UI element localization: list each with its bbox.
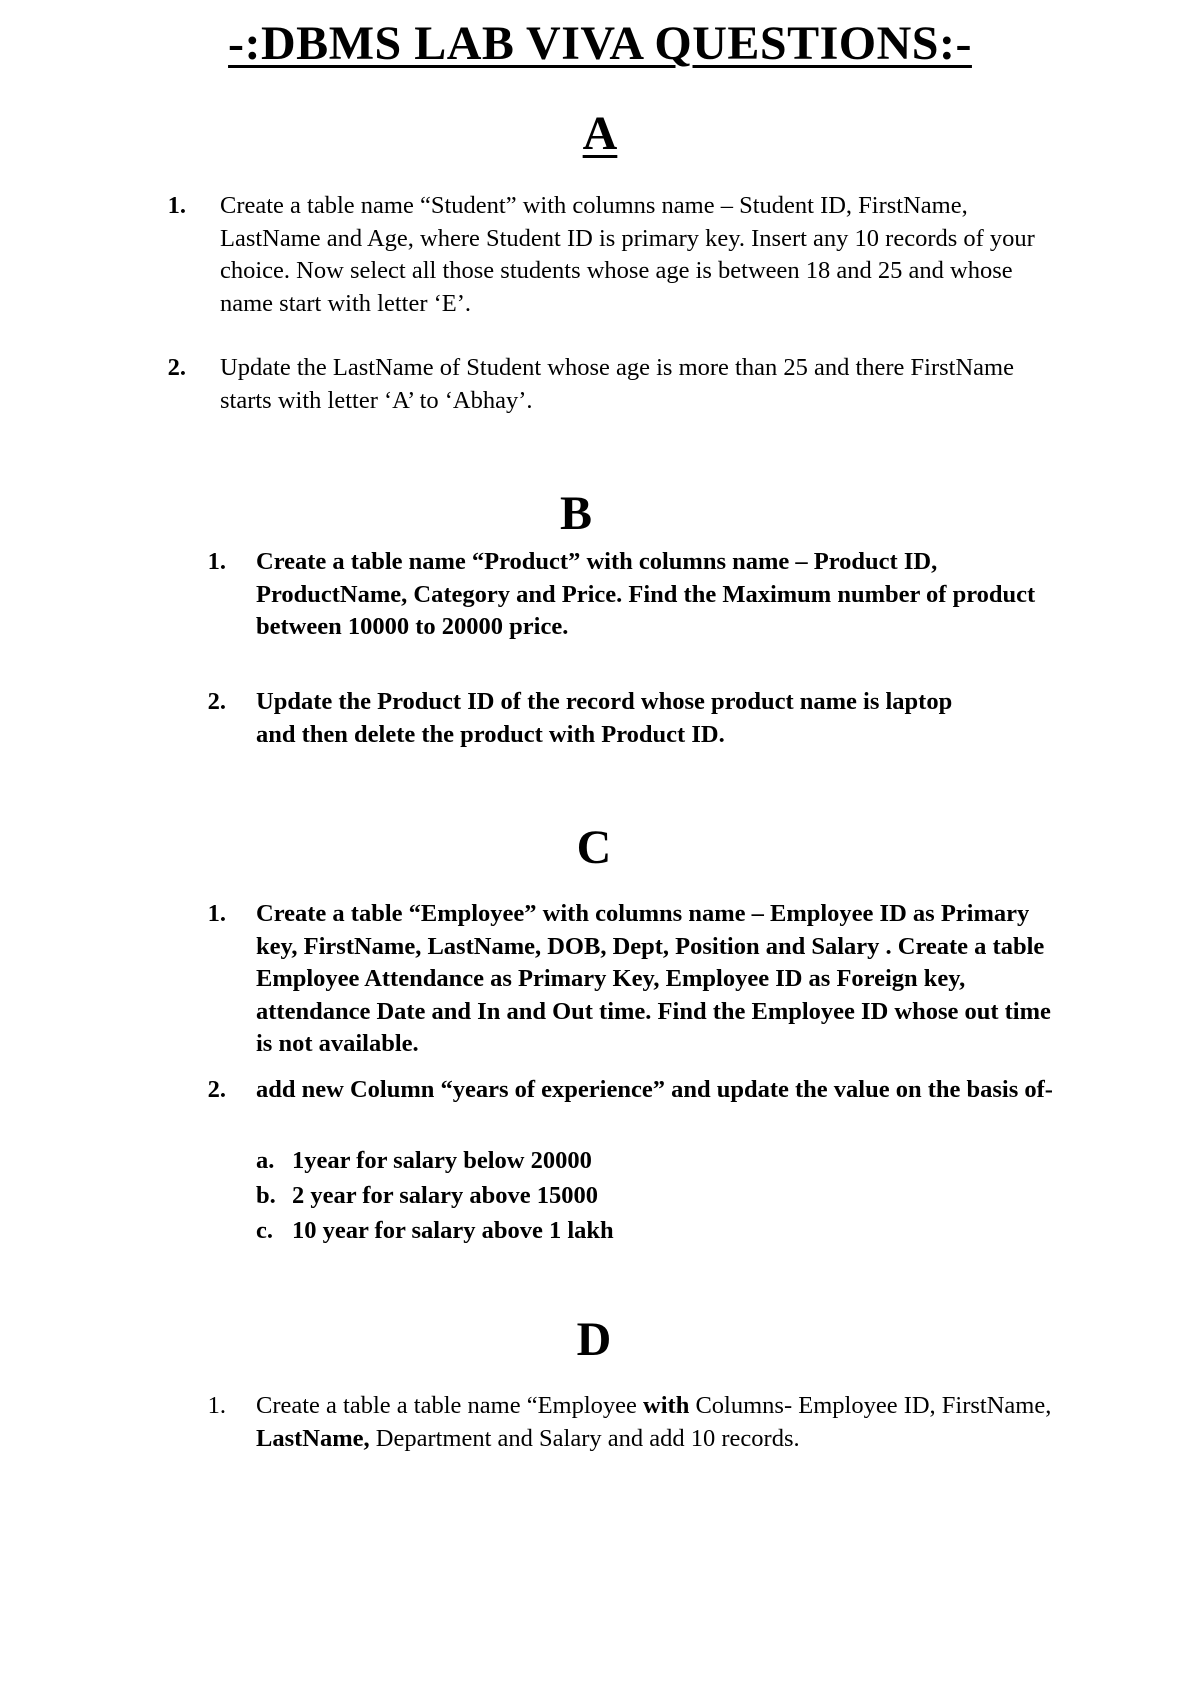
- question-text: Update the LastName of Student whose age is more than 25 and there FirstName starts with letter ‘A’ to ‘Abhay’.: [220, 354, 1014, 414]
- section-heading-b: B: [559, 487, 592, 540]
- question-text-bold: with: [636, 1392, 690, 1419]
- subitem-text: 10 year for salary above 1 lakh: [292, 1217, 614, 1244]
- subitem-label: c.: [256, 1217, 273, 1244]
- subitem-text: 1year for salary below 20000: [292, 1147, 592, 1174]
- subitem-text: 2 year for salary above 15000: [292, 1182, 598, 1209]
- subitem-label: b.: [256, 1182, 276, 1209]
- question-number: 1.: [167, 192, 186, 219]
- question-text: Create a table “Employee” with columns name – Employee ID as Primary key, FirstName, LastName, DOB, Dept, Position and Salary . Create a table Employee Attendance as Primary Key, Employee ID as Foreign key, attendance Date and In and Out time. Find the Employee ID whose out time is not available.: [256, 900, 1051, 1057]
- question-text-bold: LastName,: [256, 1424, 370, 1452]
- section-heading-c: C: [576, 821, 612, 874]
- question-number: 1.: [207, 900, 226, 927]
- question-text: [256, 1390, 1056, 1455]
- question-number: 1.: [207, 548, 226, 575]
- question-number: 2.: [207, 688, 226, 715]
- section-heading-d: D: [576, 1313, 612, 1366]
- section-heading-a: A: [582, 107, 618, 160]
- question-text: Update the Product ID of the record whose product name is laptop and then delete the product with Product ID.: [256, 688, 953, 748]
- question-text-part: Columns- Employee ID, FirstName,: [689, 1392, 1052, 1419]
- question-number: 2.: [207, 1076, 226, 1103]
- question-number: 2.: [167, 354, 186, 381]
- question-text: Create a table name “Student” with columns name – Student ID, FirstName, LastName and Age, where Student ID is primary key. Insert any 10 records of your choice. Now select all those students whose age is between 18 and 25 and whose name start with letter ‘E’.: [220, 192, 1035, 317]
- question-number: 1.: [207, 1392, 226, 1419]
- subitem-label: a.: [256, 1147, 275, 1174]
- question-text-part: Department and Salary and add 10 records.: [369, 1424, 800, 1452]
- question-text-part: Create a table a table name “Employee: [256, 1392, 637, 1419]
- question-text: add new Column “years of experience” and update the value on the basis of-: [256, 1076, 1053, 1103]
- question-text: Create a table name “Product” with columns name – Product ID, ProductName, Category and Price. Find the Maximum number of product between 10000 to 20000 price.: [256, 548, 1036, 640]
- page-title: -:DBMS LAB VIVA QUESTIONS:-: [228, 17, 972, 70]
